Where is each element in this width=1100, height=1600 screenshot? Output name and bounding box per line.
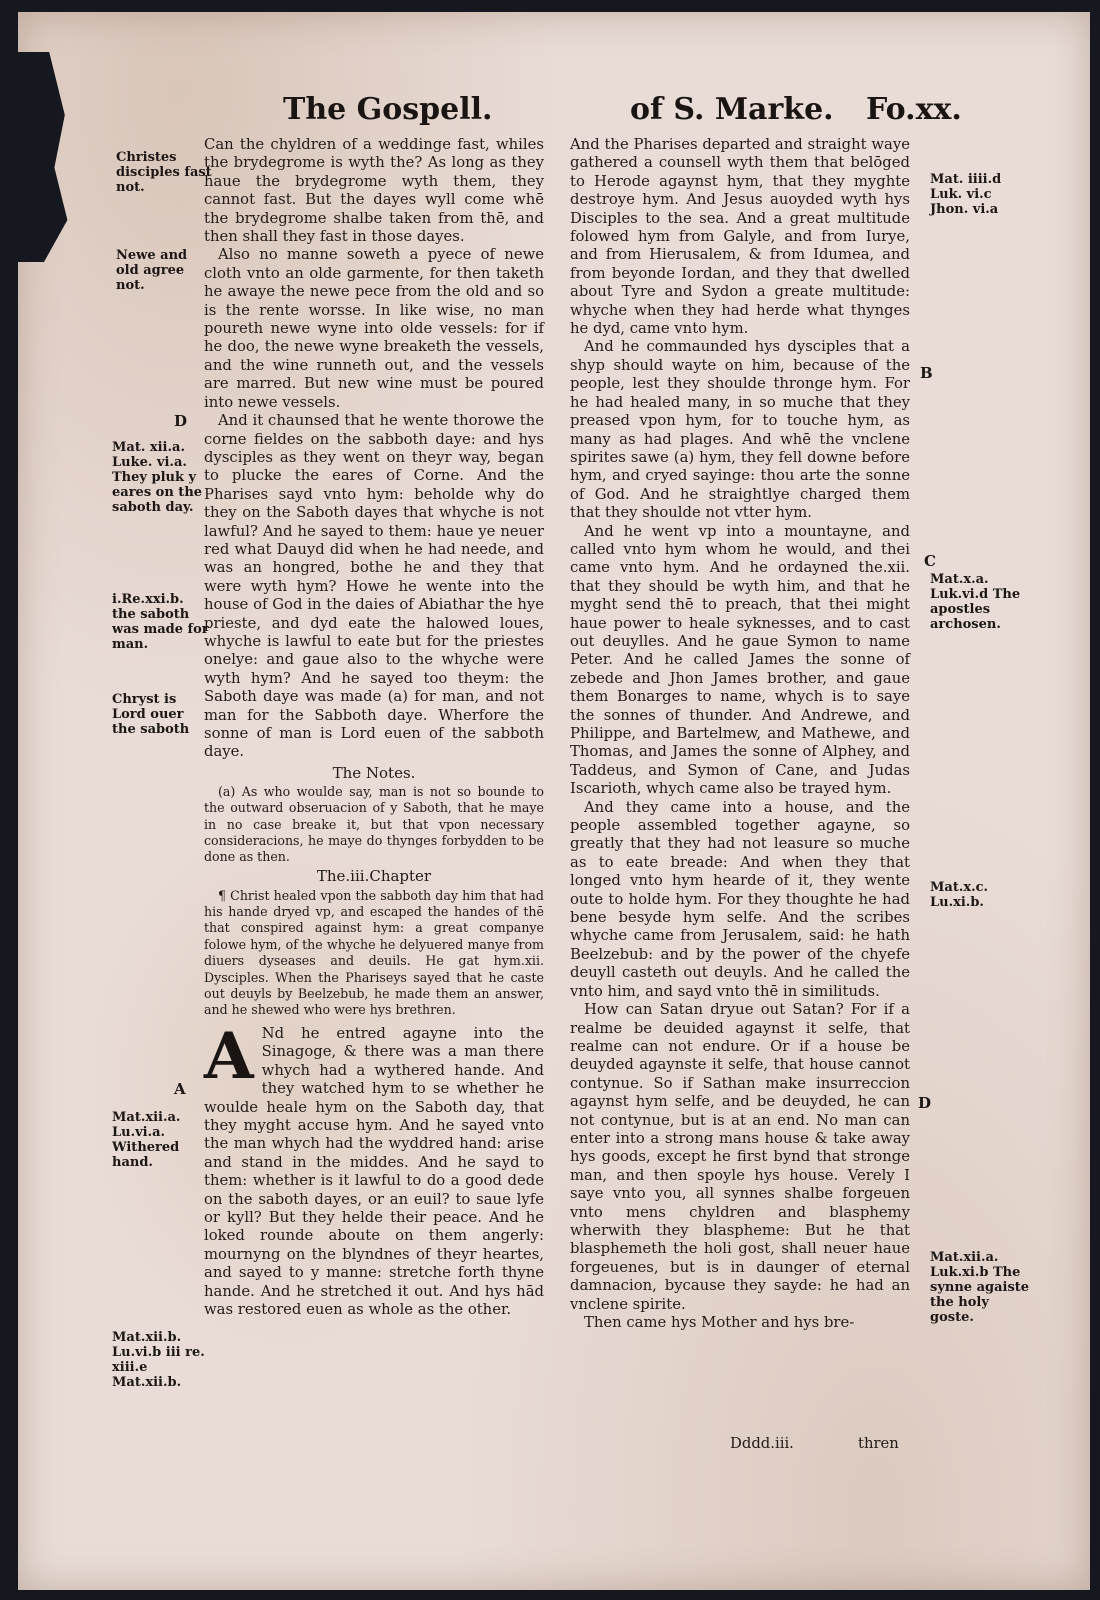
section-mark: D	[918, 1094, 932, 1112]
paragraph: Also no manne soweth a pyece of newe cloth vnto an olde garmente, for then taketh he awaye the newe pece from the old and so is the rente worsse. In like wise, no man poureth newe wyne into olde vessels: for if he doo, the newe wyne breaketh the vessels, and the wine runneth out, and the vessels are marred. But new wine must be poured into newe vessels.	[204, 246, 544, 411]
left-column	[204, 136, 544, 1319]
torn-edge	[18, 52, 70, 262]
section-mark: A	[174, 1080, 186, 1098]
margin-gloss: Newe and old agree not.	[116, 248, 188, 293]
right-column	[570, 136, 910, 1332]
section-mark: D	[174, 412, 188, 430]
margin-gloss: Mat.x.c. Lu.xi.b.	[930, 880, 989, 910]
drop-cap-initial: A	[204, 1018, 254, 1094]
signature-mark: Dddd.iii.	[730, 1435, 794, 1452]
section-mark: B	[920, 364, 933, 382]
margin-gloss: i.Re.xxi.b. the saboth was made for man.	[112, 592, 209, 652]
manuscript-page	[18, 12, 1090, 1590]
chapter-opening	[204, 1018, 544, 1320]
margin-gloss: Mat.x.a. Luk.vi.d The apostles archosen.	[930, 572, 1021, 632]
margin-gloss: Christes disciples fast not.	[116, 150, 212, 195]
paragraph: Then came hys Mother and hys bre-	[584, 1314, 855, 1331]
paragraph: Can the chyldren of a weddinge fast, whiles the brydegrome is wyth the? As long as they haue the brydegrome wyth them, they cannot fast. But the dayes wyll come whē the brydegrome shalbe taken from thē, and then shall they fast in those dayes.	[204, 136, 544, 246]
chapter-title: The.iii.Chapter	[316, 867, 432, 886]
section-mark: C	[924, 552, 936, 570]
folio-number: Fo.xx.	[866, 92, 962, 127]
running-head-left: The Gospell.	[283, 92, 493, 127]
margin-gloss: Chryst is Lord ouer the saboth	[112, 692, 190, 737]
margin-gloss: Mat. xii.a. Luke. vi.a. They pluk y eares on the saboth day.	[112, 440, 203, 515]
margin-gloss: Mat.xii.b. Lu.vi.b iii re. xiii.e Mat.xii.b.	[112, 1330, 205, 1390]
catchword: thren	[858, 1435, 899, 1452]
margin-gloss: Mat. iiii.d Luk. vi.c Jhon. vi.a	[930, 172, 1002, 217]
paragraph: And he commaunded hys dysciples that a shyp should wayte on him, because of the people, lest they shoulde thronge hym. For he had healed many, in so muche that they preased vpon hym, for to touche hym, as many as had plages. And whē the vnclene spirites sawe (a) hym, they fell downe before hym, and cryed sayinge: thou arte the sonne of God. And he straightlye charged them that they shoulde not vtter hym.	[570, 338, 910, 522]
paragraph: And he went vp into a mountayne, and called vnto hym whom he would, and thei came vnto hym. And he ordayned the.xii. that they should be wyth him, and that he myght send thē to preach, that thei might haue power to heale syknesses, and to cast out deuylles. And he gaue Symon to name Peter. And he called James the sonne of zebede and Jhon James brother, and gaue them Bonarges to name, whych is to saye the sonnes of thunder. And Andrewe, and Philippe, and Bartelmew, and Mathewe, and Thomas, and James the sonne of Alphey, and Taddeus, and Symon of Cane, and Judas Iscarioth, whych came also be trayed hym.	[570, 522, 910, 798]
chapter-text: Nd he entred agayne into the Sinagoge, & there was a man there whych had a wythered hande. And they watched hym to se whether he woulde heale hym on the Saboth day, that they myght accuse hym. And he sayed vnto the man whych had the wyddred hand: arise and stand in the middes. And he sayd to them: whether is it lawful to do a good dede on the saboth dayes, or an euil? to saue lyfe or kyll? But they helde their peace. And he loked rounde aboute on them angerly: mournyng on the blyndnes of theyr heartes, and sayed to y manne: stretche forth thyne hande. And he stretched it out. And hys hād was restored euen as whole as the other.	[204, 1024, 544, 1318]
paragraph: And it chaunsed that he wente thorowe the corne fieldes on the sabboth daye: and hys dysciples as they went on theyr way, began to plucke the eares of Corne. And the Pharises sayd vnto hym: beholde why do they on the Saboth dayes that whyche is not lawful? And he sayed to them: haue ye neuer red what Dauyd did when he had neede, and was an hongred, bothe he and they that were wyth hym? Howe he wente into the house of God in the daies of Abiathar the hye prieste, and dyd eate the halowed loues, whyche is lawful to eate but for the priestes onelye: and gaue also to the whyche were wyth hym? And he sayed too theym: the Saboth daye was made (a) for man, and not man for the Sabboth daye. Wherfore the sonne of man is Lord euen of the sabboth daye.	[204, 412, 544, 761]
chapter-summary: ¶ Christ healed vpon the sabboth day him that had his hande dryed vp, and escaped the handes of thē that conspired against hym: a great companye folowe hym, of the whyche he delyuered manye from diuers dyseases and deuils. He gat hym.xii. Dysciples. When the Phariseys sayed that he caste out deuyls by Beelzebub, he made them an answer, and he shewed who were hys brethren.	[204, 887, 544, 1018]
paragraph: And the Pharises departed and straight waye gathered a counsell wyth them that belōged to Herode agaynst hym, that they myghte destroye hym. And Jesus auoyded wyth hys Disciples to the sea. And a great multitude folowed hym from Galyle, and from Iurye, and from Hierusalem, & from Idumea, and from beyonde Iordan, and they that dwelled about Tyre and Sydon a greate multitude: whyche when they had herde what thynges he dyd, came vnto hym.	[570, 136, 910, 338]
margin-gloss: Mat.xii.a. Luk.xi.b The synne agaiste the holy goste.	[930, 1250, 1030, 1325]
notes-title: The Notes.	[332, 763, 416, 782]
paragraph: How can Satan dryue out Satan? For if a realme be deuided agaynst it selfe, that realme can not endure. Or if a house be deuyded agaynste it selfe, that house cannot contynue. So if Sathan make insurreccion agaynst hym selfe, and be deuyded, he can not contynue, but is at an end. No man can enter into a strong mans house & take away hys goods, except he first bynd that stronge man, and then spoyle hys house. Verely I saye vnto you, all synnes shalbe forgeuen vnto mens chyldren and blasphemy wherwith they blaspheme: But he that blasphemeth the holi gost, shall neuer haue forgeuenes, but is in daunger of eternal damnacion, bycause they sayde: he had an vnclene spirite.	[570, 1001, 910, 1313]
notes-text: (a) As who woulde say, man is not so bounde to the outward obseruacion of y Saboth, that he maye in no case breake it, but that vpon necessary consideracions, he maye do thynges forbydden to be done as then.	[204, 784, 544, 865]
running-head-right: of S. Marke.	[630, 92, 834, 127]
margin-gloss: Mat.xii.a. Lu.vi.a. Withered hand.	[112, 1110, 181, 1170]
paragraph: And they came into a house, and the people assembled together agayne, so greatly that they had not leasure so muche as to eate breade: And when they that longed vnto hym hearde of it, they wente oute to holde hym. For they thoughte he had bene besyde hym selfe. And the scribes whyche came from Jerusalem, said: he hath Beelzebub: and by the power of the chyefe deuyll casteth out deuyls. And he called the vnto him, and sayd vnto thē in similituds.	[570, 798, 910, 1000]
